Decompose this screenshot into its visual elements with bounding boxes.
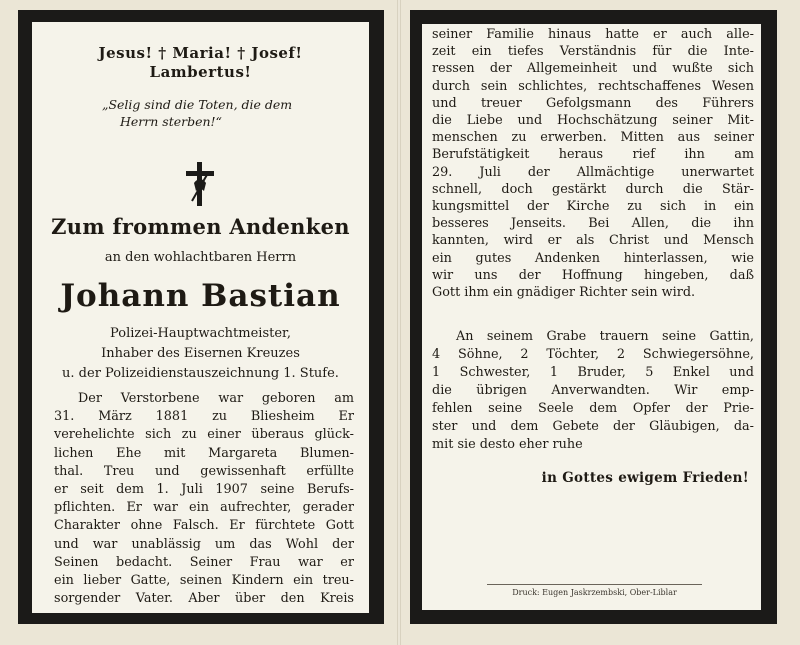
text-line: 29. Juli der Allmächtige unerwartet <box>432 164 754 180</box>
text-line: lichen Ehe mit Margareta Blumen- <box>54 445 354 461</box>
text-line: Gott ihm ein gnädiger Richter sein wird. <box>432 285 696 301</box>
deceased-name: Johann Bastian <box>60 278 341 314</box>
text-line: und war unablässig um das Wohl der <box>54 536 354 552</box>
text-line: menschen zu erwerben. Mitten aus seiner <box>432 130 754 146</box>
text-line: ein gutes Andenken hinterlassen, wie <box>432 250 754 266</box>
crucifix-icon <box>184 161 216 207</box>
memorial-heading: Zum frommen Andenken <box>51 214 350 239</box>
text-line: Berufstätigkeit heraus rief ihn am <box>432 147 754 163</box>
bible-quote <box>102 96 352 130</box>
quote-line-2: Herrn sterben!“ <box>120 114 222 129</box>
biography-continuation <box>432 26 754 301</box>
text-line: 1 Schwester, 1 Bruder, 5 Enkel und <box>432 365 754 380</box>
rank-line-3: u. der Polizeidienstauszeichnung 1. Stufe. <box>62 366 339 381</box>
rank-line-2: Inhaber des Eisernen Kreuzes <box>101 346 300 361</box>
right-mourning-border <box>410 10 777 624</box>
right-page-content <box>422 24 761 610</box>
text-line: wir uns der Hoffnung hingeben, daß <box>432 267 754 283</box>
text-line: Charakter ohne Falsch. Er fürchtete Gott <box>54 518 354 534</box>
closing-blessing: in Gottes ewigem Frieden! <box>541 470 749 486</box>
text-line: schnell, doch gestärkt durch die Stär- <box>432 181 754 197</box>
text-line: die Liebe und Hochschätzung seiner Mit- <box>432 113 754 129</box>
text-line: die übrigen Anverwandten. Wir emp- <box>432 383 754 398</box>
invocation-line-1: Jesus! † Maria! † Josef! <box>98 44 303 62</box>
card-fold <box>397 0 401 645</box>
rank-line-1: Polizei-Hauptwachtmeister, <box>110 326 291 341</box>
text-line: sorgender Vater. Aber über den Kreis <box>54 591 354 607</box>
text-line: mit sie desto eher ruhe <box>432 437 583 452</box>
deceased-rank <box>32 324 369 384</box>
text-line: fehlen seine Seele dem Opfer der Prie- <box>432 401 754 416</box>
text-line: ein lieber Gatte, seinen Kindern ein treu- <box>54 573 354 589</box>
left-page-content <box>32 22 369 613</box>
text-line: Seinen bedacht. Seiner Frau war er <box>54 554 354 570</box>
invocation <box>32 44 369 82</box>
text-line: ster und dem Gebete der Gläubigen, da- <box>432 419 754 434</box>
text-line: seiner Familie hinaus hatte er auch alle- <box>432 27 754 42</box>
text-line: pflichten. Er war ein aufrechter, gerader <box>54 500 354 516</box>
text-line: besseres Jenseits. Bei Allen, die ihn <box>432 216 754 232</box>
left-mourning-border <box>18 10 384 624</box>
text-line: kannten, wird er als Christ und Mensch <box>432 233 754 249</box>
text-line: und treuer Gefolgsmann des Führers <box>432 95 754 111</box>
text-line: er seit dem 1. Juli 1907 seine Berufs- <box>54 482 354 498</box>
invocation-line-2: Lambertus! <box>149 63 252 81</box>
text-line: durch sein schlichtes, rechtschaffenes Wesen <box>432 78 754 94</box>
quote-line-1: „Selig sind die Toten, die dem <box>102 97 293 112</box>
text-line: 4 Söhne, 2 Töchter, 2 Schwiegersöhne, <box>432 347 754 362</box>
text-line: kungsmittel der Kirche zu sich in ein <box>432 199 754 215</box>
text-line: thal. Treu und gewissenhaft erfüllte <box>54 463 354 479</box>
text-line: An seinem Grabe trauern seine Gattin, <box>456 329 754 344</box>
text-line: ressen der Allgemeinheit und wußte sich <box>432 61 754 77</box>
memorial-subheading: an den wohlachtbaren Herrn <box>104 250 297 265</box>
mourners-text <box>432 328 754 454</box>
biography-text <box>54 390 354 608</box>
text-line: 31. März 1881 zu Bliesheim Er <box>54 409 354 425</box>
text-line: zeit ein tiefes Verständnis für die Inte- <box>432 44 754 60</box>
text-line: verehelichte sich zu einer überaus glück- <box>54 427 354 443</box>
printer-imprint: Druck: Eugen Jaskrzembski, Ober-Liblar <box>487 584 702 597</box>
text-line: Der Verstorbene war geboren am <box>78 391 354 406</box>
